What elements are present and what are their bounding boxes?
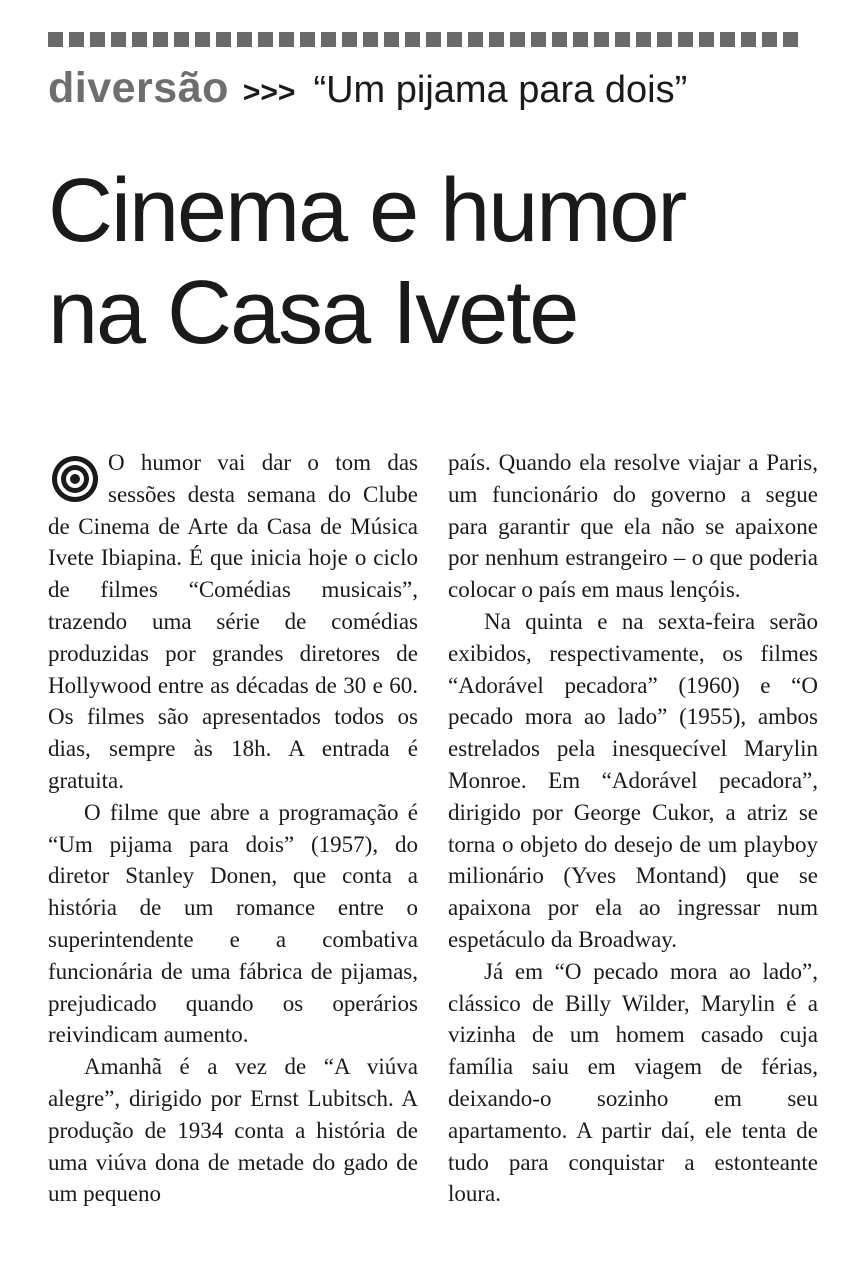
rule-dot [279,32,294,47]
rule-dot [657,32,672,47]
rule-dot [783,32,798,47]
rule-dot [594,32,609,47]
rule-dot [69,32,84,47]
rule-dot [174,32,189,47]
rule-dot [762,32,777,47]
rule-dot [342,32,357,47]
rule-dot [741,32,756,47]
rule-dot [48,32,63,47]
article-column-left [48,447,418,1210]
rule-dot [216,32,231,47]
section-label: diversão [48,64,229,112]
rule-dot [699,32,714,47]
rule-dot [384,32,399,47]
section-arrows: >>> [242,76,296,109]
rule-dot [111,32,126,47]
article-column-right [448,447,818,1210]
rule-dot [363,32,378,47]
rule-dot [636,32,651,47]
rule-dot [615,32,630,47]
rule-dot [405,32,420,47]
rule-dot [132,32,147,47]
rule-dot [237,32,252,47]
headline-line-1: Cinema e humor [48,161,686,261]
rule-dot [678,32,693,47]
rule-dot [300,32,315,47]
article-paragraph: O filme que abre a programação é “Um pijama para dois” (1957), do diretor Stanley Donen, que conta a história de um romance entre o superintendente e a combativa funcionária de uma fábrica de pijamas, prejudicado quando os operários reivindicam aumento. [48,799,418,1048]
rule-dot [195,32,210,47]
rule-dot [531,32,546,47]
article-paragraph: país. Quando ela resolve viajar a Paris, um funcionário do governo a segue para garantir que ela não se apaixone por nenhum estrangeiro – o que poderia colocar o país em maus lençóis. [448,450,818,603]
article-paragraph: Amanhã é a vez de “A viúva alegre”, dirigido por Ernst Lubitsch. A produção de 1934 conta a história de uma viúva dona de metade do gado de um pequeno [48,1054,418,1207]
section-dotted-rule [48,32,810,50]
article-body [48,447,818,1210]
rule-dot [489,32,504,47]
rule-dot [720,32,735,47]
article-headline [48,160,828,364]
section-subtitle: “Um pijama para dois” [313,69,688,111]
rule-dot [153,32,168,47]
article-paragraph: Já em “O pecado mora ao lado”, clássico de Billy Wilder, Marylin é a vizinha de um homem casado cuja família saiu em viagem de férias, deixando-o sozinho em seu apartamento. A partir daí, ele tenta de tudo para conquistar a estonteante loura. [448,958,818,1207]
article-paragraph [48,447,418,797]
section-header [48,64,828,116]
headline-line-2: na Casa Ivete [48,263,578,363]
article-paragraph: Na quinta e na sexta-feira serão exibidos, respectivamente, os filmes “Adorável pecadora” (1960) e “O pecado mora ao lado” (1955), ambos estrelados pela inesquecível Marylin Monroe. Em “Adorável pecadora”, dirigido por George Cukor, a atriz se torna o objeto do desejo de um playboy milionário (Yves Montand) que se apaixona por ela ao ingressar num espetáculo da Broadway. [448,608,818,952]
rule-dot [258,32,273,47]
rule-dot [552,32,567,47]
rule-dot [321,32,336,47]
rule-dot [510,32,525,47]
paragraph-text: O humor vai dar o tom das sessões desta semana do Clube de Cinema de Arte da Casa de Música Ivete Ibiapina. É que inicia hoje o ciclo de filmes “Comédias musicais”, trazendo uma série de comédias produzidas por grandes diretores de Hollywood entre as décadas de 30 e 60. Os filmes são apresentados todos os dias, sempre às 18h. A entrada é gratuita. [48,450,418,793]
target-bullet-icon [48,451,102,507]
rule-dot [573,32,588,47]
rule-dot [447,32,462,47]
rule-dot [426,32,441,47]
rule-dot [90,32,105,47]
rule-dot [468,32,483,47]
